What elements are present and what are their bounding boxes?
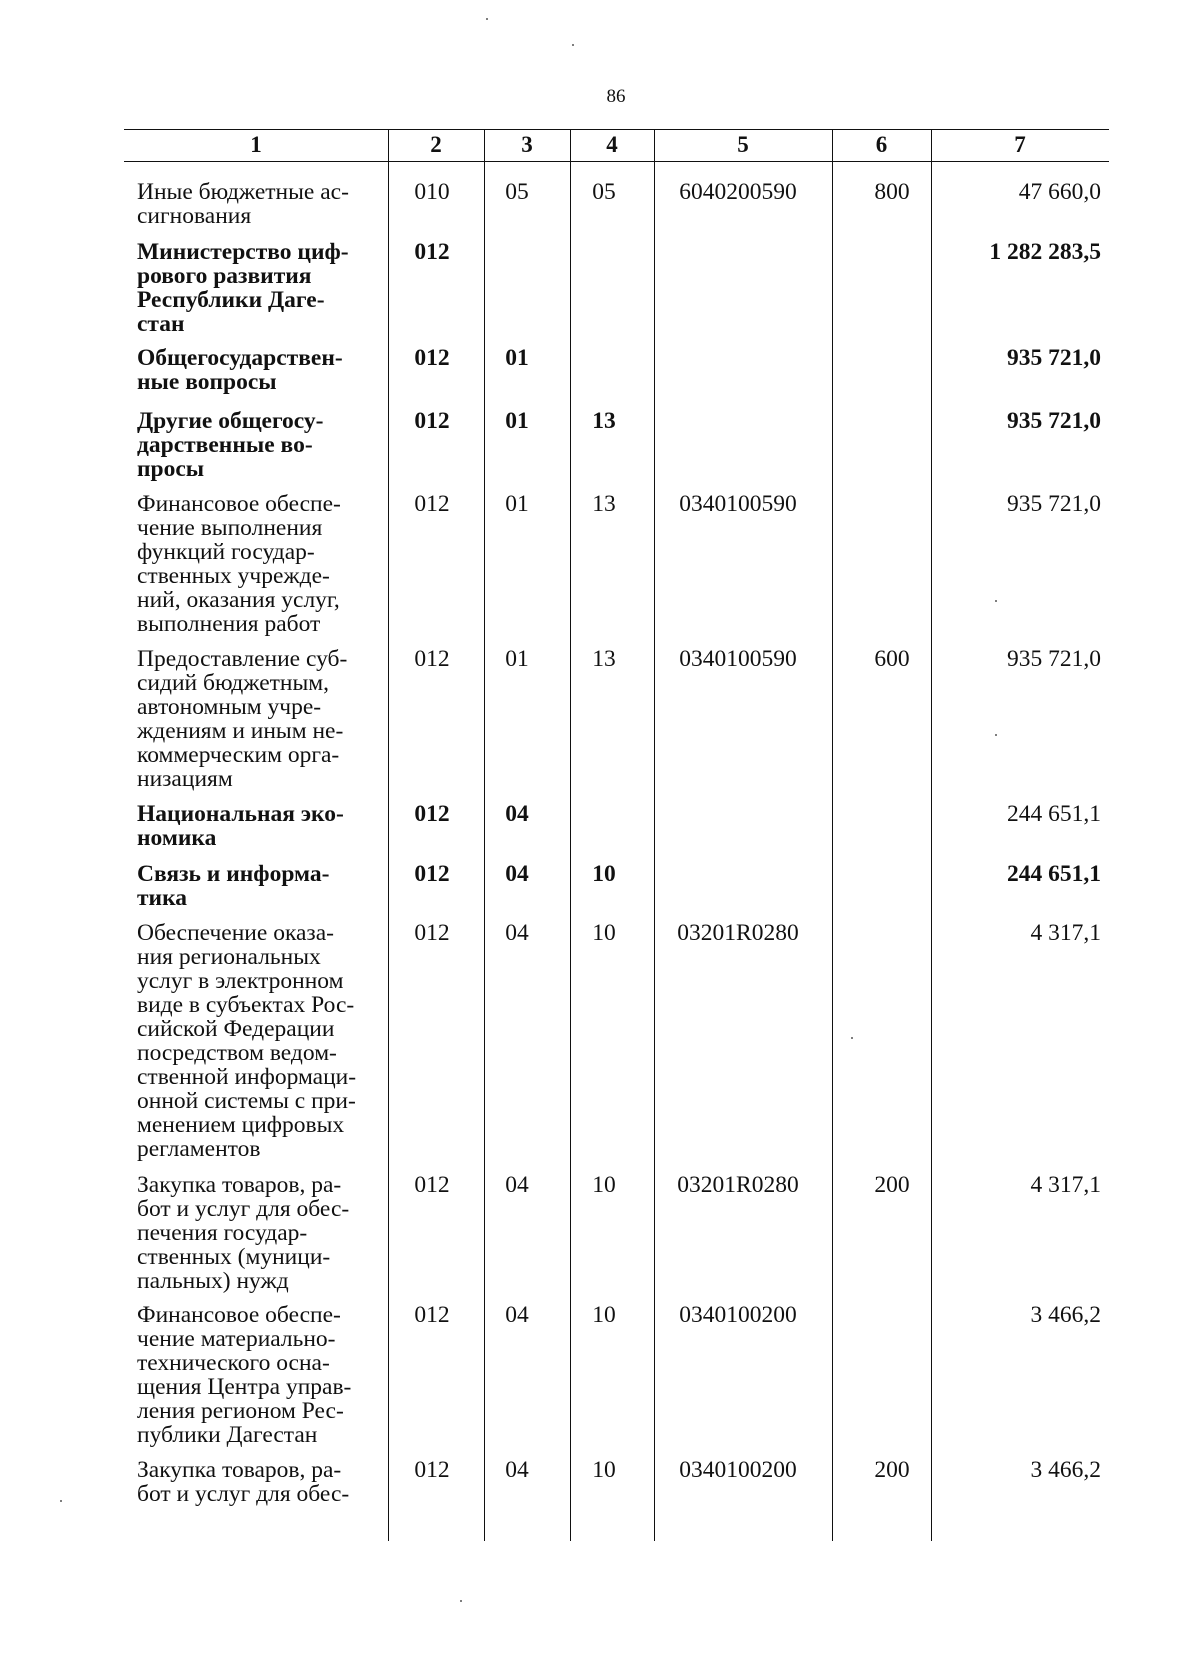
row-name-cell: Обеспечение оказа- ния региональных услуг в электронном виде в субъектах Рос- сийской Федерации посредством ведом- ственной информаци- онной системы с при- менением цифровых регламентов — [137, 920, 357, 1162]
row-code-2-cell: 012 — [414, 1302, 450, 1328]
row-code-2-cell: 012 — [414, 920, 450, 946]
column-divider — [654, 129, 655, 1541]
row-code-2-cell: 012 — [414, 801, 450, 827]
row-code-4-cell: 10 — [592, 1172, 616, 1198]
column-divider — [388, 129, 389, 1541]
column-divider — [832, 129, 833, 1541]
row-code-4-cell: 13 — [592, 646, 616, 672]
page-number: 86 — [606, 86, 626, 107]
row-code-4-cell: 10 — [592, 861, 616, 887]
row-code-4-cell: 10 — [592, 920, 616, 946]
row-amount-cell: 935 721,0 — [1007, 491, 1101, 517]
row-amount-cell: 244 651,1 — [1007, 861, 1101, 887]
row-code-4-cell: 10 — [592, 1302, 616, 1328]
row-code-2-cell: 012 — [414, 1457, 450, 1483]
row-code-2-cell: 010 — [414, 179, 450, 205]
row-code-3-cell: 01 — [505, 408, 529, 434]
row-amount-cell: 935 721,0 — [1007, 345, 1101, 371]
row-code-2-cell: 012 — [414, 646, 450, 672]
row-code-5-cell: 6040200590 — [679, 179, 797, 205]
column-header-7: 7 — [1014, 132, 1026, 157]
row-amount-cell: 935 721,0 — [1007, 646, 1101, 672]
scan-speck — [995, 734, 997, 736]
scan-speck — [572, 44, 574, 46]
row-amount-cell: 3 466,2 — [1030, 1302, 1101, 1328]
row-name-cell: Предоставление суб- сидий бюджетным, автономным учре- ждениям и иным не- коммерческим орга- низациям — [137, 646, 348, 792]
row-name-cell: Министерство циф- рового развития Республики Даге- стан — [137, 239, 349, 337]
row-code-2-cell: 012 — [414, 1172, 450, 1198]
column-header-5: 5 — [737, 132, 749, 157]
row-amount-cell: 3 466,2 — [1030, 1457, 1101, 1483]
row-code-3-cell: 04 — [505, 861, 529, 887]
scan-speck — [460, 1600, 462, 1602]
row-code-6-cell: 200 — [874, 1172, 910, 1198]
row-code-6-cell: 200 — [874, 1457, 910, 1483]
row-code-3-cell: 04 — [505, 1302, 529, 1328]
row-code-2-cell: 012 — [414, 345, 450, 371]
row-amount-cell: 244 651,1 — [1007, 801, 1101, 827]
column-divider — [570, 129, 571, 1541]
row-amount-cell: 1 282 283,5 — [989, 239, 1101, 265]
row-name-cell: Финансовое обеспе- чение материально- технического осна- щения Центра управ- ления регионом Рес- публики Дагестан — [137, 1302, 352, 1448]
row-name-cell: Другие общегосу- дарственные во- просы — [137, 408, 324, 482]
row-name-cell: Национальная эко- номика — [137, 801, 344, 851]
row-name-cell: Закупка товаров, ра- бот и услуг для обес- — [137, 1457, 350, 1507]
row-amount-cell: 935 721,0 — [1007, 408, 1101, 434]
column-header-3: 3 — [521, 132, 533, 157]
row-amount-cell: 4 317,1 — [1030, 1172, 1101, 1198]
row-amount-cell: 47 660,0 — [1018, 179, 1101, 205]
scan-speck — [60, 1500, 62, 1502]
table-top-rule — [124, 129, 1109, 130]
scan-speck — [995, 600, 997, 602]
column-divider — [931, 129, 932, 1541]
row-code-4-cell: 10 — [592, 1457, 616, 1483]
row-code-5-cell: 0340100200 — [679, 1457, 797, 1483]
row-code-3-cell: 04 — [505, 801, 529, 827]
row-code-6-cell: 600 — [874, 646, 910, 672]
column-header-1: 1 — [250, 132, 262, 157]
column-header-2: 2 — [430, 132, 442, 157]
row-code-2-cell: 012 — [414, 491, 450, 517]
row-code-3-cell: 04 — [505, 920, 529, 946]
row-code-5-cell: 0340100590 — [679, 491, 797, 517]
row-name-cell: Общегосударствен- ные вопросы — [137, 345, 343, 395]
row-code-6-cell: 800 — [874, 179, 910, 205]
row-amount-cell: 4 317,1 — [1030, 920, 1101, 946]
row-code-5-cell: 03201R0280 — [677, 1172, 799, 1198]
row-code-3-cell: 04 — [505, 1172, 529, 1198]
row-code-3-cell: 01 — [505, 646, 529, 672]
column-divider — [484, 129, 485, 1541]
row-code-5-cell: 0340100590 — [679, 646, 797, 672]
scan-speck — [486, 18, 488, 20]
scan-speck — [851, 1037, 853, 1039]
row-code-2-cell: 012 — [414, 239, 450, 265]
row-code-3-cell: 04 — [505, 1457, 529, 1483]
column-header-4: 4 — [606, 132, 618, 157]
row-code-4-cell: 13 — [592, 491, 616, 517]
row-code-4-cell: 13 — [592, 408, 616, 434]
row-name-cell: Связь и информа- тика — [137, 861, 330, 911]
row-code-3-cell: 01 — [505, 345, 529, 371]
row-code-3-cell: 01 — [505, 491, 529, 517]
row-code-5-cell: 03201R0280 — [677, 920, 799, 946]
row-name-cell: Закупка товаров, ра- бот и услуг для обес- печения государ- ственных (муници- пальных) нужд — [137, 1172, 350, 1294]
row-name-cell: Финансовое обеспе- чение выполнения функций государ- ственных учрежде- ний, оказания услуг, выполнения работ — [137, 491, 341, 637]
row-code-3-cell: 05 — [505, 179, 529, 205]
column-header-6: 6 — [875, 132, 888, 157]
row-code-5-cell: 0340100200 — [679, 1302, 797, 1328]
row-code-4-cell: 05 — [592, 179, 616, 205]
table-header-rule — [124, 161, 1109, 162]
row-code-2-cell: 012 — [414, 408, 450, 434]
row-name-cell: Иные бюджетные ас- сигнования — [137, 179, 349, 229]
row-code-2-cell: 012 — [414, 861, 450, 887]
